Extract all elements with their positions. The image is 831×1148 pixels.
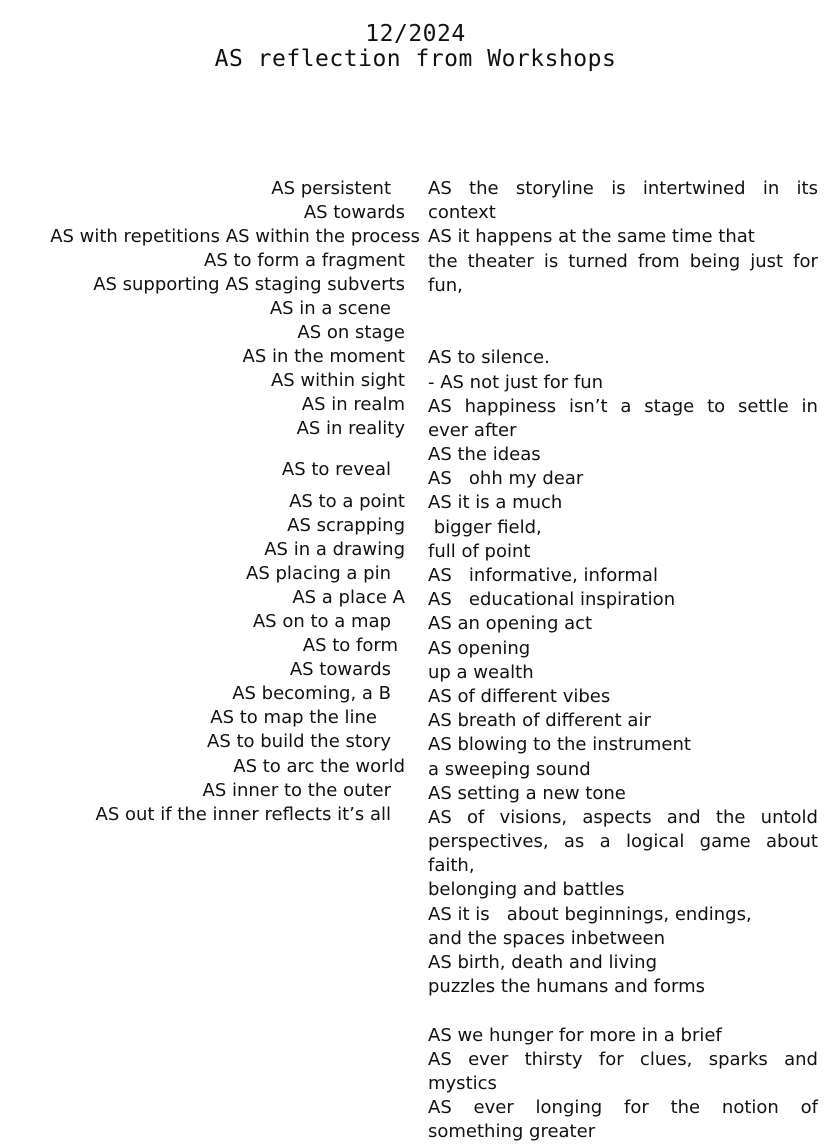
right-word: thirsty — [524, 1048, 583, 1070]
right-line: AS it is about beginnings, endings, — [428, 903, 752, 925]
right-line: and the spaces inbetween — [428, 927, 665, 949]
left-line: AS towards — [303, 202, 405, 223]
right-word: the — [670, 1097, 701, 1119]
right-word: aspects — [582, 806, 652, 828]
right-line: faith, — [428, 855, 475, 877]
right-word: ever — [468, 1048, 509, 1070]
document-title: AS reflection from Workshops — [214, 46, 617, 72]
left-line: AS in a drawing — [264, 539, 405, 560]
right-word: to — [707, 395, 726, 417]
right-word: AS — [428, 1097, 452, 1119]
right-line: AS ohh my dear — [428, 468, 584, 490]
right-line: up a wealth — [428, 661, 534, 683]
right-line: AS it is a much — [428, 492, 563, 514]
right-word: theater — [467, 250, 534, 272]
right-word: untold — [760, 806, 818, 828]
right-line — [428, 250, 818, 274]
right-word: AS — [428, 1048, 452, 1070]
left-line: AS towards — [289, 659, 391, 680]
left-line: AS in realm — [301, 394, 405, 415]
right-word: about — [766, 831, 818, 853]
right-word: of — [800, 1097, 818, 1119]
left-line: AS to form a fragment — [204, 250, 405, 271]
right-word: being — [689, 250, 741, 272]
right-word: is — [611, 178, 626, 199]
right-word: storyline — [515, 178, 594, 199]
document-header — [0, 22, 831, 72]
right-line: mystics — [428, 1072, 497, 1094]
right-word: for — [624, 1097, 649, 1119]
right-line: AS birth, death and living — [428, 952, 657, 973]
right-word: in — [762, 178, 780, 199]
left-line: AS with repetitions AS within the process — [50, 226, 420, 247]
left-line: AS to a point — [289, 491, 405, 512]
left-line: AS to map the line — [210, 707, 377, 728]
left-line: AS to build the story — [207, 731, 391, 752]
right-word: clues, — [639, 1048, 693, 1070]
right-line: puzzles the humans and forms — [428, 976, 705, 998]
right-word: AS — [428, 806, 452, 828]
right-word: a — [599, 831, 611, 853]
right-line: AS educational inspiration — [428, 589, 676, 611]
right-line: a sweeping sound — [428, 758, 591, 780]
right-line: AS breath of different air — [428, 710, 651, 732]
document-date: 12/2024 — [365, 21, 466, 47]
right-word: from — [637, 250, 680, 272]
right-word: sparks — [708, 1048, 768, 1070]
right-word: a — [620, 395, 632, 417]
left-line: AS to form — [302, 635, 398, 656]
right-line: AS to silence. — [428, 347, 550, 369]
left-line: AS persistent — [271, 178, 391, 199]
right-word: ever — [473, 1097, 514, 1119]
right-word: the — [715, 806, 746, 828]
right-line: AS the ideas — [428, 444, 541, 466]
right-line: AS an opening act — [428, 613, 593, 635]
right-word: stage — [644, 395, 695, 417]
right-word: perspectives, — [428, 831, 549, 853]
right-line: AS opening — [428, 637, 531, 659]
right-word: the — [428, 250, 458, 272]
right-word: notion — [721, 1097, 779, 1119]
right-word: intertwined — [642, 178, 746, 199]
right-column — [428, 177, 818, 1145]
right-line: something greater — [428, 1121, 596, 1143]
blank-line — [428, 999, 818, 1023]
right-word: for — [598, 1048, 624, 1070]
right-word: is — [543, 250, 559, 272]
right-line — [428, 830, 818, 854]
right-word: the — [469, 178, 499, 199]
left-line: AS placing a pin — [246, 563, 391, 584]
right-line: ever after — [428, 419, 517, 441]
right-line: context — [428, 202, 496, 224]
left-line: AS scrapping — [287, 515, 405, 536]
right-word: logical — [625, 831, 685, 853]
right-word: AS — [428, 178, 452, 199]
left-line: AS on stage — [297, 322, 405, 343]
right-word: in — [801, 395, 818, 417]
blank-line — [428, 298, 818, 322]
left-line: AS a place A — [292, 587, 405, 608]
right-word: AS — [428, 395, 452, 417]
left-line: AS out if the inner reflects it’s all — [95, 804, 391, 825]
left-line: AS in the moment — [242, 346, 405, 367]
right-line — [428, 1048, 818, 1072]
right-line: AS setting a new tone — [428, 782, 626, 804]
right-line — [428, 806, 818, 830]
left-line: AS supporting AS staging subverts — [93, 274, 405, 295]
right-line — [428, 395, 818, 419]
right-line: full of point — [428, 540, 531, 562]
right-line: belonging and battles — [428, 879, 625, 901]
right-line: AS informative, informal — [428, 565, 658, 586]
left-line: AS becoming, a B — [232, 683, 391, 704]
left-line: AS to arc the world — [233, 756, 405, 777]
right-line: fun, — [428, 274, 463, 296]
right-word: as — [563, 831, 585, 853]
left-line: AS within sight — [270, 370, 405, 391]
right-word: settle — [738, 395, 789, 417]
left-line: AS to reveal — [281, 459, 391, 480]
right-word: for — [793, 250, 818, 272]
right-word: of — [466, 806, 485, 828]
left-line: AS inner to the outer — [202, 780, 391, 801]
left-line: AS on to a map — [252, 611, 391, 632]
right-word: happiness — [464, 395, 557, 417]
right-line — [428, 177, 818, 201]
right-line: AS we hunger for more in a brief — [428, 1024, 722, 1046]
left-line: AS in a scene — [269, 298, 391, 319]
right-word: longing — [535, 1097, 603, 1119]
right-word: just — [750, 250, 784, 272]
right-line: AS it happens at the same time that — [428, 226, 755, 248]
right-word: isn’t — [568, 395, 608, 417]
right-line: bigger field, — [428, 516, 542, 538]
right-word: and — [666, 806, 701, 828]
blank-line — [428, 322, 818, 346]
right-word: its — [796, 178, 818, 199]
right-word: visions, — [499, 806, 568, 828]
right-word: turned — [568, 250, 628, 272]
right-line: AS of different vibes — [428, 685, 611, 707]
left-line: AS in reality — [296, 418, 405, 439]
right-line: - AS not just for fun — [428, 371, 604, 393]
right-line: AS blowing to the instrument — [428, 734, 691, 756]
right-word: game — [699, 831, 751, 853]
right-line — [428, 1096, 818, 1120]
right-word: and — [784, 1048, 818, 1070]
